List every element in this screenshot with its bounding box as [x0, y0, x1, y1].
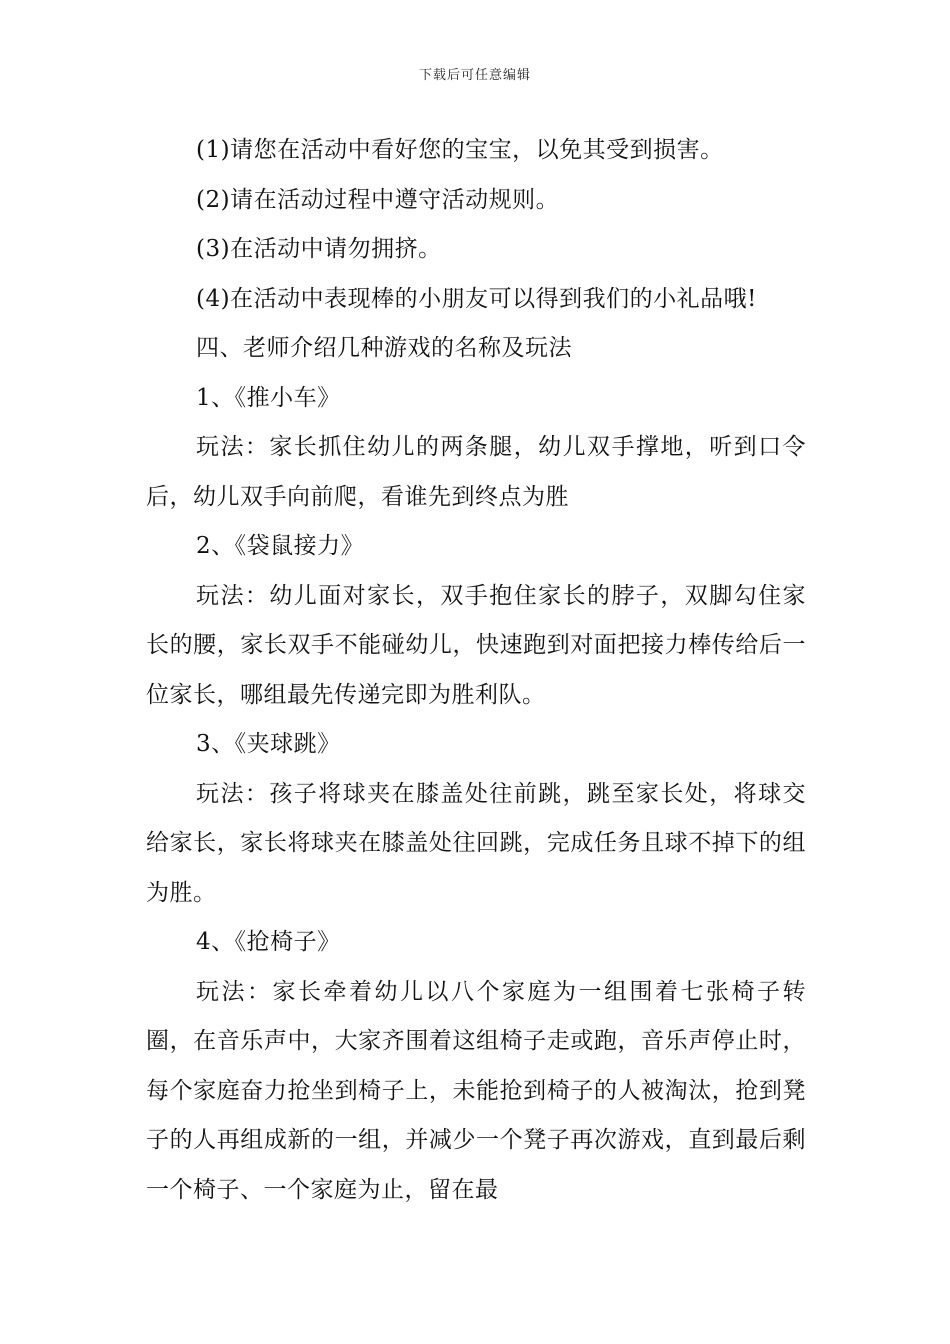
rule-2: (2)请在活动过程中遵守活动规则。	[196, 186, 560, 213]
rule-4: (4)在活动中表现棒的小朋友可以得到我们的小礼品哦!	[196, 285, 757, 312]
document-body	[146, 126, 806, 1215]
game-3-title: 3、《夹球跳》	[196, 731, 341, 757]
game-2-rules: 玩法：幼儿面对家长，双手抱住家长的脖子，双脚勾住家长的腰，家长双手不能碰幼儿，快速跑到对面把接力棒传给后一位家长，哪组最先传递完即为胜利队。	[146, 582, 806, 708]
rule-1: (1)请您在活动中看好您的宝宝，以免其受到损害。	[196, 137, 724, 163]
game-4-rules: 玩法：家长牵着幼儿以八个家庭为一组围着七张椅子转圈，在音乐声中，大家齐围着这组椅子走或跑，音乐声停止时，每个家庭奋力抢坐到椅子上，未能抢到椅子的人被淘汰，抢到凳子的人再组成新的一组，并减少一个凳子再次游戏，直到最后剩一个椅子、一个家庭为止，留在最	[146, 978, 806, 1203]
game-2-title: 2、《袋鼠接力》	[196, 533, 365, 559]
game-4-title: 4、《抢椅子》	[196, 929, 341, 955]
rule-3: (3)在活动中请勿拥挤。	[196, 236, 442, 262]
page-header: 下载后可任意编辑	[418, 68, 531, 83]
game-1-title: 1、《推小车》	[196, 384, 341, 411]
section-heading: 四、老师介绍几种游戏的名称及玩法	[196, 335, 572, 361]
game-1-rules: 玩法：家长抓住幼儿的两条腿，幼儿双手撑地，听到口令后，幼儿双手向前爬，看谁先到终点为胜	[146, 434, 806, 510]
game-3-rules: 玩法：孩子将球夹在膝盖处往前跳，跳至家长处，将球交给家长，家长将球夹在膝盖处往回跳，完成任务且球不掉下的组为胜。	[146, 780, 806, 906]
